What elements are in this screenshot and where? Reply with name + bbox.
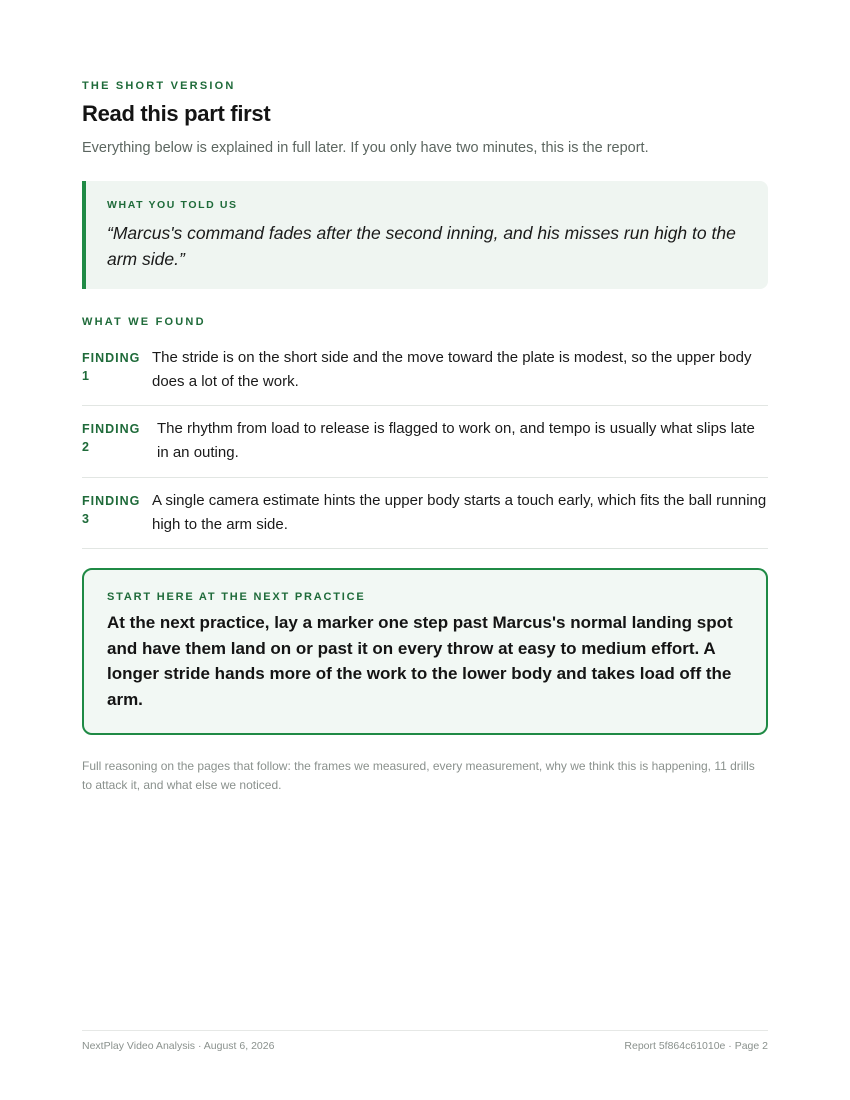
finding-text: The rhythm from load to release is flagged to work on, and tempo is usually what slips late in an outing. (157, 420, 755, 461)
finding-tag (82, 489, 152, 548)
page-subtitle: Everything below is explained in full later. If you only have two minutes, this is the report. (82, 140, 649, 156)
finding-tag (82, 417, 157, 477)
page-title: Read this part first (82, 101, 271, 126)
findings-label: WHAT WE FOUND (82, 316, 206, 328)
footnote: Full reasoning on the pages that follow: the frames we measured, every measurement, why we think this is happening, 11 drills to attack it, and what else we noticed. (82, 759, 755, 792)
finding-tag-label: FINDING (82, 494, 141, 508)
finding-text: The stride is on the short side and the move toward the plate is modest, so the upper body does a lot of the work. (152, 349, 752, 390)
finding-item-3 (82, 489, 768, 549)
callout-label: START HERE AT THE NEXT PRACTICE (107, 591, 366, 603)
finding-number: 2 (82, 440, 90, 454)
footer-left: NextPlay Video Analysis · August 6, 2026 (82, 1040, 275, 1052)
finding-tag (82, 346, 152, 405)
finding-tag-label: FINDING (82, 351, 141, 365)
next-practice-callout (82, 568, 768, 735)
finding-tag-label: FINDING (82, 422, 141, 436)
footer-right: Report 5f864c61010e · Page 2 (624, 1040, 768, 1052)
section-eyebrow: THE SHORT VERSION (82, 80, 236, 92)
quote-label: WHAT YOU TOLD US (107, 199, 238, 211)
finding-item-1 (82, 346, 768, 406)
quote-text: “Marcus's command fades after the second inning, and his misses run high to the arm side.” (107, 223, 736, 269)
finding-number: 3 (82, 512, 90, 526)
finding-text: A single camera estimate hints the upper body starts a touch early, which fits the ball running high to the arm side. (152, 492, 767, 533)
callout-text: At the next practice, lay a marker one step past Marcus's normal landing spot and have them land on or past it on every throw at easy to medium effort. A longer stride hands more of the work to the lower body and takes load off the arm. (107, 613, 733, 710)
finding-number: 1 (82, 369, 90, 383)
page-footer (82, 1030, 768, 1052)
client-quote-box (82, 181, 768, 289)
finding-item-2 (82, 417, 768, 478)
